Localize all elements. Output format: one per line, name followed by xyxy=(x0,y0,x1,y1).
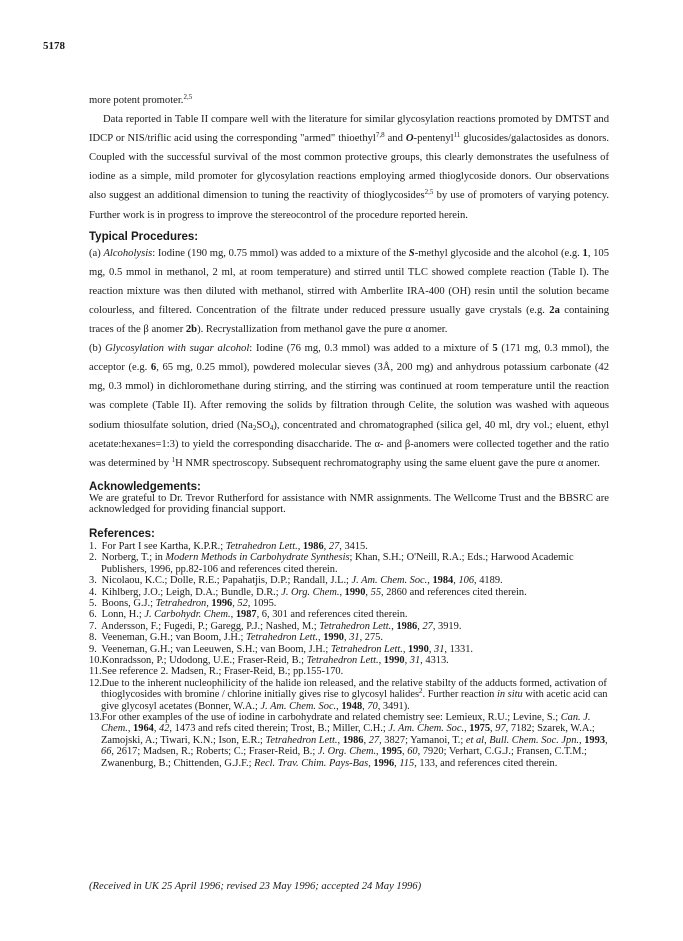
reference-item: 10. Konradsson, P.; Udodong, U.E.; Fraser-Reid, B.; Tetrahedron Lett., 1990, 31, 4313. xyxy=(89,655,449,667)
reference-number: 6. xyxy=(89,609,97,621)
references-heading: References: xyxy=(89,527,155,540)
reference-number: 3. xyxy=(89,575,97,587)
received-dates: (Received in UK 25 April 1996; revised 23 May 1996; accepted 24 May 1996) xyxy=(89,881,422,892)
reference-item: 12. Due to the inherent nucleophilicity of the halide ion released, and the relative stabilty of the adducts formed, activation of thioglycosides with bromine / chlorine initially gives rise to glycosyl halides$^2$. Further reaction in situ with acetic acid can give glycosyl acetates (Bonner, W.A.; J. Am. Chem. Soc., 1948, 70, 3491). xyxy=(89,677,608,712)
reference-number: 2. xyxy=(89,552,97,564)
reference-item: 9. Veeneman, G.H.; van Leeuwen, S.H.; van Boom, J.H.; Tetrahedron Lett., 1990, 31, 1331. xyxy=(89,643,473,655)
reference-number: 1. xyxy=(89,540,97,552)
procedure-a: (a) Alcoholysis: Iodine (190 mg, 0.75 mmol) was added to a mixture of the S-methyl glycoside and the alcohol (e.g. 1, 105 mg, 0.5 mmol in methanol, 2 ml, at room temperature) and stirred until TLC showed complete reaction (Table I). The reaction mixture was then diluted with methanol, stirred with Amberlite IRA-400 (OH) resin until the solution became colourless, and filtered. Concentration of the filtrate under reduced pressure usually gave crystals (e.g. 2a containing traces of the β anomer 2b). Recrystallization from methanol gave the pure α anomer. xyxy=(89,247,610,336)
reference-item: 4. Kihlberg, J.O.; Leigh, D.A.; Bundle, D.R.; J. Org. Chem., 1990, 55, 2860 and references cited therein. xyxy=(89,586,527,598)
reference-item: 5. Boons, G.J.; Tetrahedron, 1996, 52, 1095. xyxy=(89,598,277,609)
reference-number: 8. xyxy=(89,632,97,644)
reference-number: 7. xyxy=(89,620,97,632)
reference-item: 2. Norberg, T.; in Modern Methods in Carbohydrate Synthesis; Khan, S.H.; O'Neill, R.A.; Eds.; Harwood Academic Publishers, 1996, pp.82-106 and references cited therein. xyxy=(89,552,574,575)
intro-fragment: more potent promoter.$^{2,5}$ xyxy=(89,93,193,106)
reference-item: 3. Nicolaou, K.C.; Dolle, R.E.; Papahatjis, D.P.; Randall, J.L.; J. Am. Chem. Soc., 1984, 106, 4189. xyxy=(89,575,503,587)
reference-item: 8. Veeneman, G.H.; van Boom, J.H.; Tetrahedron Lett., 1990, 31, 275. xyxy=(89,632,383,644)
discussion-paragraph: Data reported in Table II compare well with the literature for similar glycosylation reactions promoted by DMTST and IDCP or NIS/triflic acid using the corresponding "armed" thioethyl$^{7,8}$ and O-pentenyl$^{11}$ glucosides/galactosides as donors. Coupled with the successful survival of the most common protective groups, this clearly demonstrates the usefulness of iodine as a simple, mild promoter for glycosylation reactions employing armed thioglycoside donors. Our observations also suggest an additional dimension to tuning the reactivity of thioglycosides$^{2,5}$ by use of promoters of varying potency. Further work is in progress to improve the stereocontrol of the procedure reported herein. xyxy=(89,114,610,221)
reference-item: 1. For Part I see Kartha, K.P.R.; Tetrahedron Lett., 1986, 27, 3415. xyxy=(89,540,368,552)
reference-number: 5. xyxy=(89,598,97,609)
main-text xyxy=(89,91,609,769)
reference-number: 9. xyxy=(89,643,97,655)
reference-number: 12. xyxy=(89,677,102,689)
reference-item: 13. For other examples of the use of iodine in carbohydrate and related chemistry see: Lemieux, R.U.; Levine, S.; Can. J. Chem., 1964, 42, 1473 and refs cited therein; Trost, B.; Miller, C.H.; J. Am. Chem. Soc., 1975, 97, 7182; Szarek, W.A.; Zamojski, A.; Tiwari, K.N.; Ison, E.R.; Tetrahedron Lett., 1986, 27, 3827; Yamanoi, T.; et al, Bull. Chem. Soc. Jpn., 1993, 66, 2617; Madsen, R.; Roberts; C.; Fraser-Reid, B.; J. Org. Chem., 1995, 60, 7920; Verhart, C.G.J.; Fransen, C.T.M.; Zwanenburg, B.; Chittenden, G.J.F.; Recl. Trav. Chim. Pays-Bas, 1996, 115, 133, and references cited therein. xyxy=(89,712,608,769)
reference-item: 6. Lonn, H.; J. Carbohydr. Chem., 1987, 6, 301 and references cited therein. xyxy=(89,609,408,621)
acknowledgements-heading: Acknowledgements: xyxy=(89,480,201,493)
page-number: 5178 xyxy=(43,40,65,52)
reference-number: 11. xyxy=(89,666,102,678)
acknowledgements-text: We are grateful to Dr. Trevor Rutherford for assistance with NMR assignments. The Wellcome Trust and the BBSRC are acknowledged for providing financial support. xyxy=(89,492,609,516)
reference-number: 13. xyxy=(89,712,102,724)
procedure-b: (b) Glycosylation with sugar alcohol: Iodine (76 mg, 0.3 mmol) was added to a mixture of 5 (171 mg, 0.3 mmol), the acceptor (e.g. 6, 65 mg, 0.25 mmol), powdered molecular sieves (3Å, 200 mg) and anhydrous potassium carbonate (42 mg, 0.3 mmol) in dichloromethane during stirring, and the stirring was continued at room temperature until the reaction was complete (Table II). After removing the solids by filtration through Celite, the solution was washed with aqueous sodium thiosulfate solution, dried $(Na_2SO_4)$, concentrated and chromatographed (silica gel, 40 ml, dry vol.; eluent, ethyl acetate:hexanes=1:3) to yield the corresponding disaccharide. The α- and β-anomers were collected together and the ratio was determined by $^1$H NMR spectroscopy. Subsequent rechromatography using the same eluent gave the pure α anomer. xyxy=(89,343,609,469)
reference-item: 7. Andersson, F.; Fugedi, P.; Garegg, P.J.; Nashed, M.; Tetrahedron Lett., 1986, 27, 3919. xyxy=(89,620,462,632)
reference-item: 11. See reference 2. Madsen, R.; Fraser-Reid, B.; pp.155-170. xyxy=(89,666,344,678)
reference-number: 4. xyxy=(89,586,97,598)
typical-procedures-heading: Typical Procedures: xyxy=(89,230,199,243)
reference-list xyxy=(89,541,609,769)
reference-number: 10. xyxy=(89,655,102,667)
